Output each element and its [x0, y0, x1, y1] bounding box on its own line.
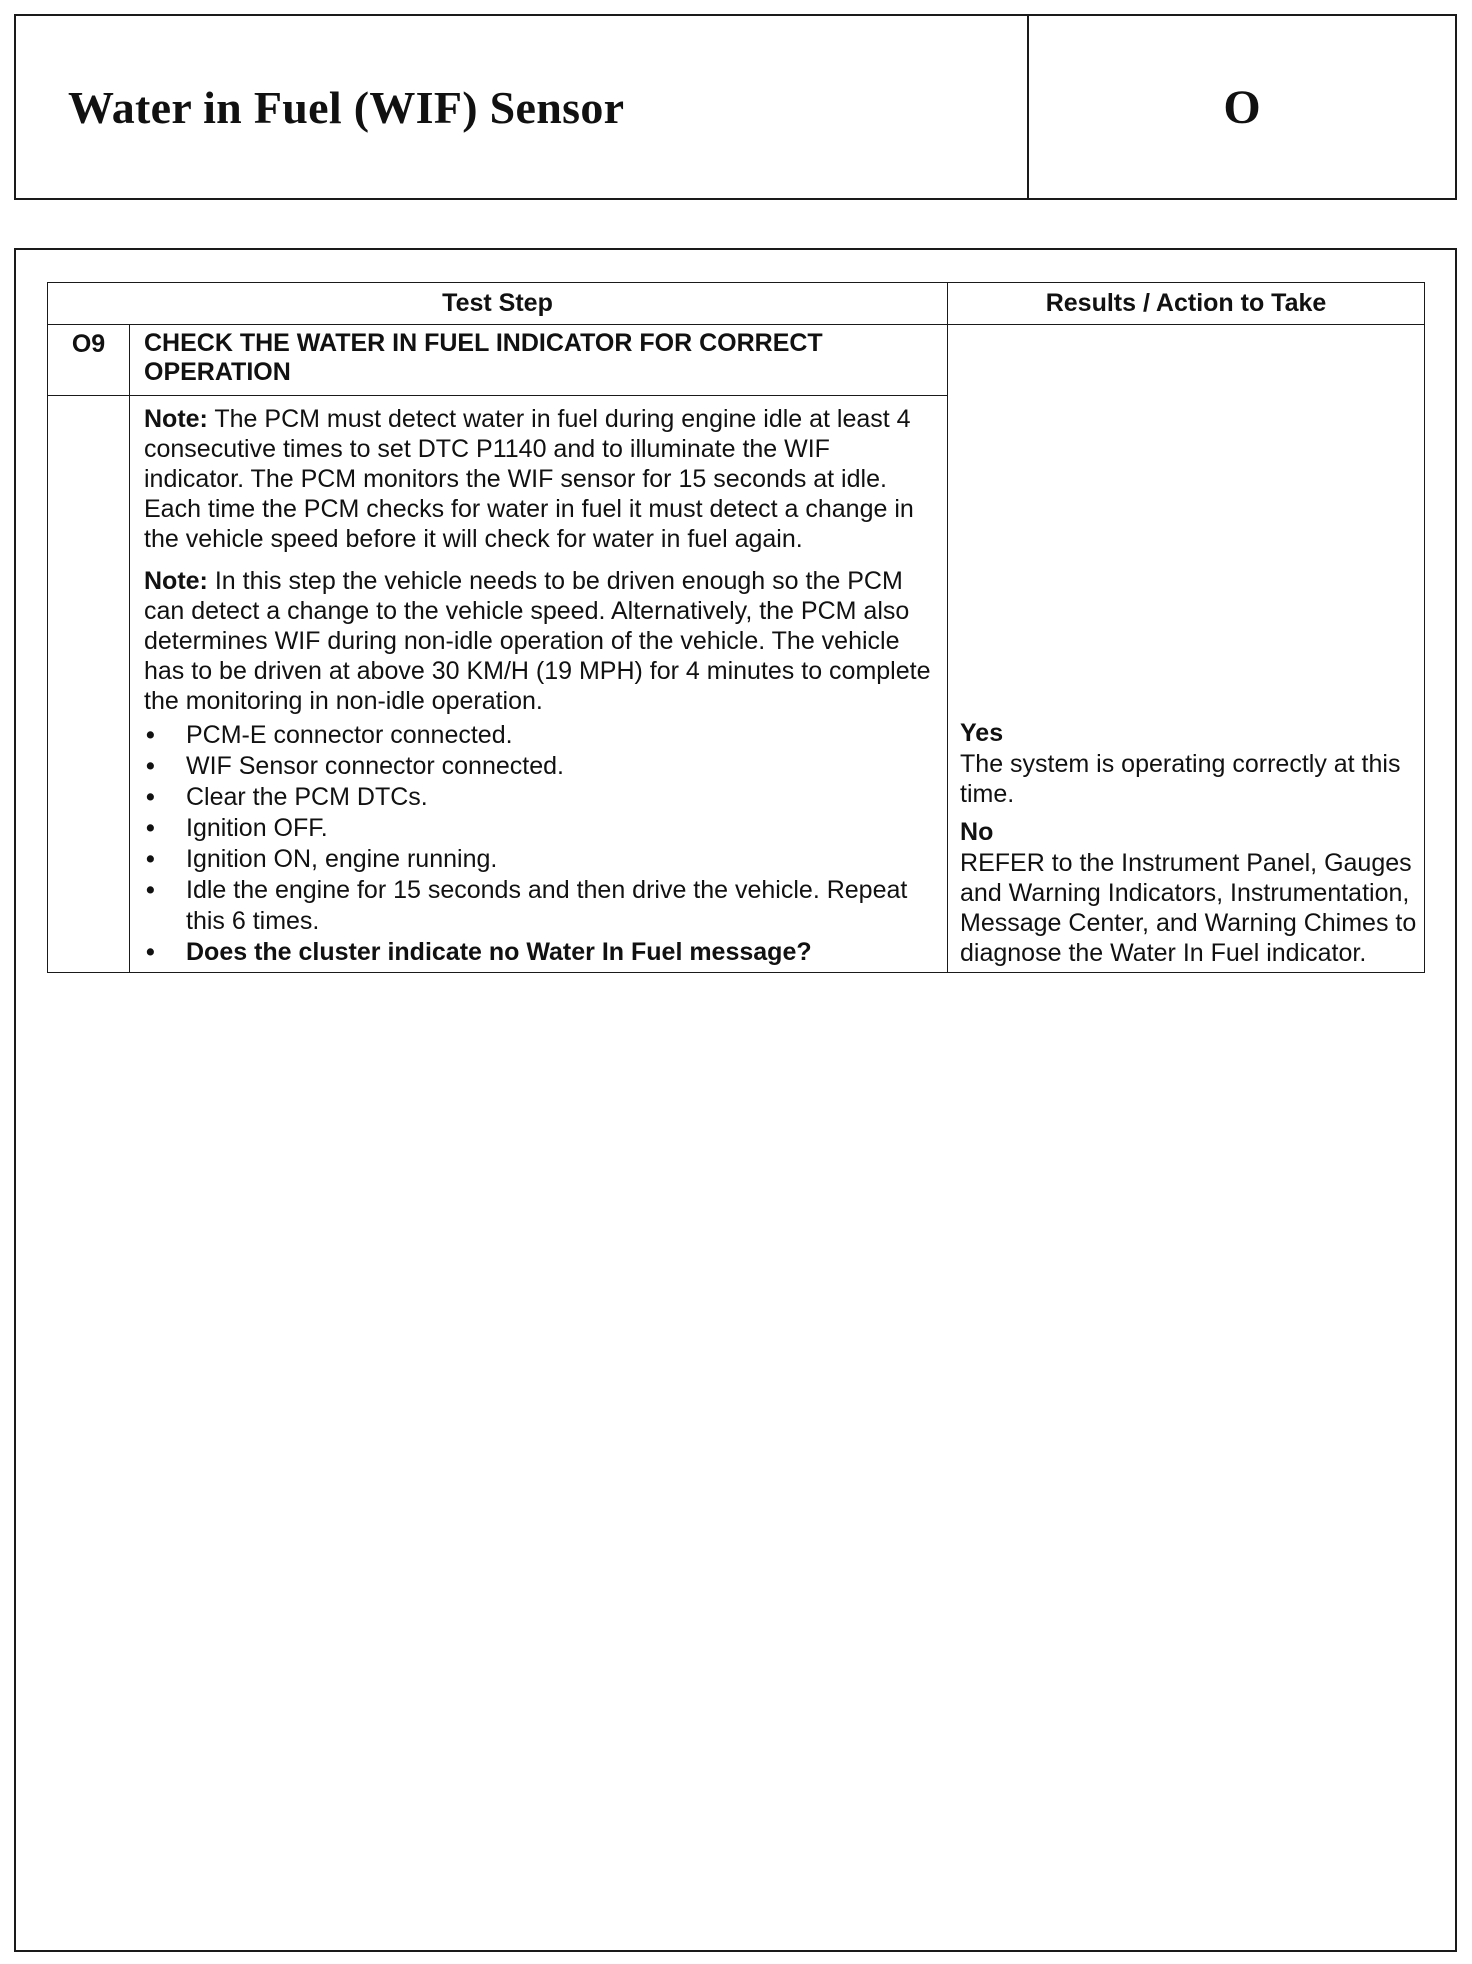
- list-item: • PCM-E connector connected.: [144, 720, 933, 751]
- step-question: • Does the cluster indicate no Water In Fuel message?: [144, 937, 933, 968]
- note-2-label: Note:: [144, 567, 208, 595]
- page-title: Water in Fuel (WIF) Sensor: [68, 81, 625, 133]
- note-1-label: Note:: [144, 405, 208, 433]
- test-step-table: [47, 282, 1425, 973]
- list-item: • Ignition ON, engine running.: [144, 844, 933, 875]
- note-1-text: The PCM must detect water in fuel during engine idle at least 4 consecutive times to set DTC P1140 and to illuminate the WIF indicator. The PCM monitors the WIF sensor for 15 seconds at idle. Each time the PCM checks for water in fuel it must detect a change in the vehicle speed before it will check for water in fuel again.: [144, 405, 914, 553]
- step-title: CHECK THE WATER IN FUEL INDICATOR FOR CORRECT OPERATION: [130, 325, 948, 396]
- header-section-cell: [1029, 16, 1455, 198]
- page-header: [14, 14, 1457, 200]
- note-2-text: In this step the vehicle needs to be driven enough so the PCM can detect a change to the vehicle speed. Alternatively, the PCM also determines WIF during non-idle operation of the vehicle. The vehicle has to be driven at above 30 KM/H (19 MPH) for 4 minutes to complete the monitoring in non-idle operation.: [144, 567, 931, 715]
- result-yes-label: Yes: [960, 719, 1004, 747]
- result-yes-text: The system is operating correctly at this time.: [960, 750, 1401, 808]
- list-item: • WIF Sensor connector connected.: [144, 751, 933, 782]
- step-body: [130, 396, 948, 973]
- result-no-text: REFER to the Instrument Panel, Gauges and Warning Indicators, Instrumentation, Message Center, and Warning Chimes to diagnose the Water In Fuel indicator.: [960, 849, 1417, 967]
- result-no-label: No: [960, 818, 994, 846]
- list-item: • Clear the PCM DTCs.: [144, 782, 933, 813]
- results-cell: [948, 325, 1425, 973]
- results-header: [948, 283, 1425, 325]
- section-letter: O: [1223, 80, 1261, 134]
- note-2: [144, 566, 933, 716]
- table-header-row: [48, 283, 1425, 325]
- note-1: [144, 404, 933, 554]
- list-item: • Idle the engine for 15 seconds and then drive the vehicle. Repeat this 6 times.: [144, 875, 933, 937]
- step-id-spacer: [48, 396, 130, 973]
- list-item: • Ignition OFF.: [144, 813, 933, 844]
- test-step-header-label: Test Step: [442, 289, 553, 317]
- test-step-header: [48, 283, 948, 325]
- step-bullet-list: [144, 720, 933, 968]
- results-header-label: Results / Action to Take: [1045, 289, 1327, 317]
- step-id: O9: [48, 325, 130, 396]
- step-title-row: [48, 325, 1425, 396]
- header-title-cell: [16, 16, 1029, 198]
